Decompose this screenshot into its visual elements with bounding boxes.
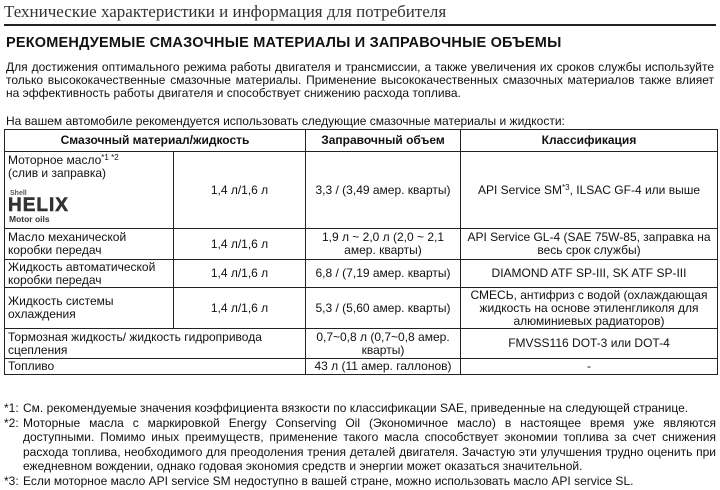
table-row-engine-oil — [5, 152, 718, 229]
footnote-text: Если моторное масло API service SM недоступно в вашей стране, можно использовать масло API service SL. — [23, 473, 634, 488]
footnote-text: См. рекомендуемые значения коэффициента вязкости по классификации SAE, приведенные на следующей странице. — [23, 401, 689, 415]
row-class: DIAMOND ATF SP-III, SK ATF SP-III — [461, 260, 718, 288]
engine-oil-label: Моторное масло — [8, 153, 102, 167]
logo-brand-sub: Motor oils — [9, 214, 50, 224]
row-volume: 1,9 л ~ 2,0 л (2,0 ~ 2,1 амер. кварты) — [306, 229, 461, 260]
row-volume: 0,7~0,8 л (0,7~0,8 амер. кварты) — [306, 329, 461, 359]
table-row-fuel — [5, 359, 718, 375]
row-class: API Service GL-4 (SAE 75W-85, заправка на весь срок службы) — [461, 229, 718, 260]
footnote-mark: *2: — [4, 415, 19, 430]
footnote-2 — [4, 416, 716, 474]
footnotes — [4, 401, 716, 488]
row-label: Жидкость автоматической коробки передач — [5, 260, 174, 288]
row-engine: 1,4 л/1,6 л — [174, 260, 306, 288]
row-class: - — [461, 359, 718, 375]
engine-oil-volume: 3,3 / (3,49 амер. кварты) — [306, 152, 461, 229]
page-header: Технические характеристики и информация для потребителя — [4, 2, 716, 26]
header-lubricant: Смазочный материал/жидкость — [5, 130, 306, 152]
logo-brand-big: HELIX — [8, 195, 69, 216]
row-label: Тормозная жидкость/ жидкость гидропривода сцепления — [5, 329, 306, 359]
row-volume: 6,8 / (7,19 амер. кварты) — [306, 260, 461, 288]
table-row-manual-transmission — [5, 229, 718, 260]
engine-oil-class-cell — [461, 152, 718, 229]
row-label: Масло механической коробки передач — [5, 229, 174, 260]
logo-brand-small: Shell — [10, 190, 27, 197]
footnote-3 — [4, 474, 716, 489]
row-engine: 1,4 л/1,6 л — [174, 229, 306, 260]
row-class: FMVSS116 DOT-3 или DOT-4 — [461, 329, 718, 359]
shell-helix-logo — [8, 186, 128, 226]
row-class: СМЕСЬ, антифриз с водой (охлаждающая жидкость на основе этиленгликоля для алюминиевых радиаторов) — [461, 288, 718, 329]
engine-oil-label-cell — [5, 152, 174, 229]
footnote-mark: *3: — [4, 473, 19, 488]
table-row-automatic-transmission — [5, 260, 718, 288]
row-label: Жидкость системы охлаждения — [5, 288, 174, 329]
engine-oil-footnote-ref: *1 *2 — [101, 153, 119, 162]
lubricants-table — [4, 129, 718, 375]
row-volume: 43 л (11 амер. галлонов) — [306, 359, 461, 375]
table-row-brake-fluid — [5, 329, 718, 359]
engine-oil-class-footnote-ref: *3 — [562, 182, 570, 192]
footnote-text: Моторные масла с маркировкой Energy Conserving Oil (Экономичное масло) в настоящее время уже являются доступными. Помимо иных преимуществ, применение такого масла способствует экономии топлива за счет снижения расхода топлива, необходимого для преодоления трения деталей двигателя. Зачастую эти улучшения трудно оценить при ежедневном вождении, однако годовая экономия средств и энергии может оказаться значительной. — [23, 415, 716, 473]
footnote-mark: *1: — [4, 401, 19, 415]
section-title: РЕКОМЕНДУЕМЫЕ СМАЗОЧНЫЕ МАТЕРИАЛЫ И ЗАПРАВОЧНЫЕ ОБЪЕМЫ — [6, 35, 562, 51]
row-volume: 5,3 / (5,60 амер. кварты) — [306, 288, 461, 329]
engine-oil-engine: 1,4 л/1,6 л — [174, 152, 306, 229]
engine-oil-class-rest: , ILSAC GF-4 или выше — [569, 182, 700, 197]
engine-oil-class: API Service SM — [478, 182, 563, 197]
lead-sentence: На вашем автомобиле рекомендуется использовать следующие смазочные материалы и жидкости: — [6, 114, 565, 128]
row-label: Топливо — [5, 359, 306, 375]
row-engine: 1,4 л/1,6 л — [174, 288, 306, 329]
footnote-1 — [4, 401, 716, 416]
table-row-coolant — [5, 288, 718, 329]
engine-oil-sublabel: (слив и заправка) — [8, 166, 107, 180]
table-header-row — [5, 130, 718, 152]
header-volume: Заправочный объем — [306, 130, 461, 152]
header-classification: Классификация — [461, 130, 718, 152]
intro-paragraph: Для достижения оптимального режима работы двигателя и трансмиссии, а также увеличения их сроков службы используйте только высококачественные смазочные материалы. Применение высококачественных смазочных материалов также влияет на эффективность работы двигателя и способствует снижению расхода топлива. — [6, 60, 714, 100]
